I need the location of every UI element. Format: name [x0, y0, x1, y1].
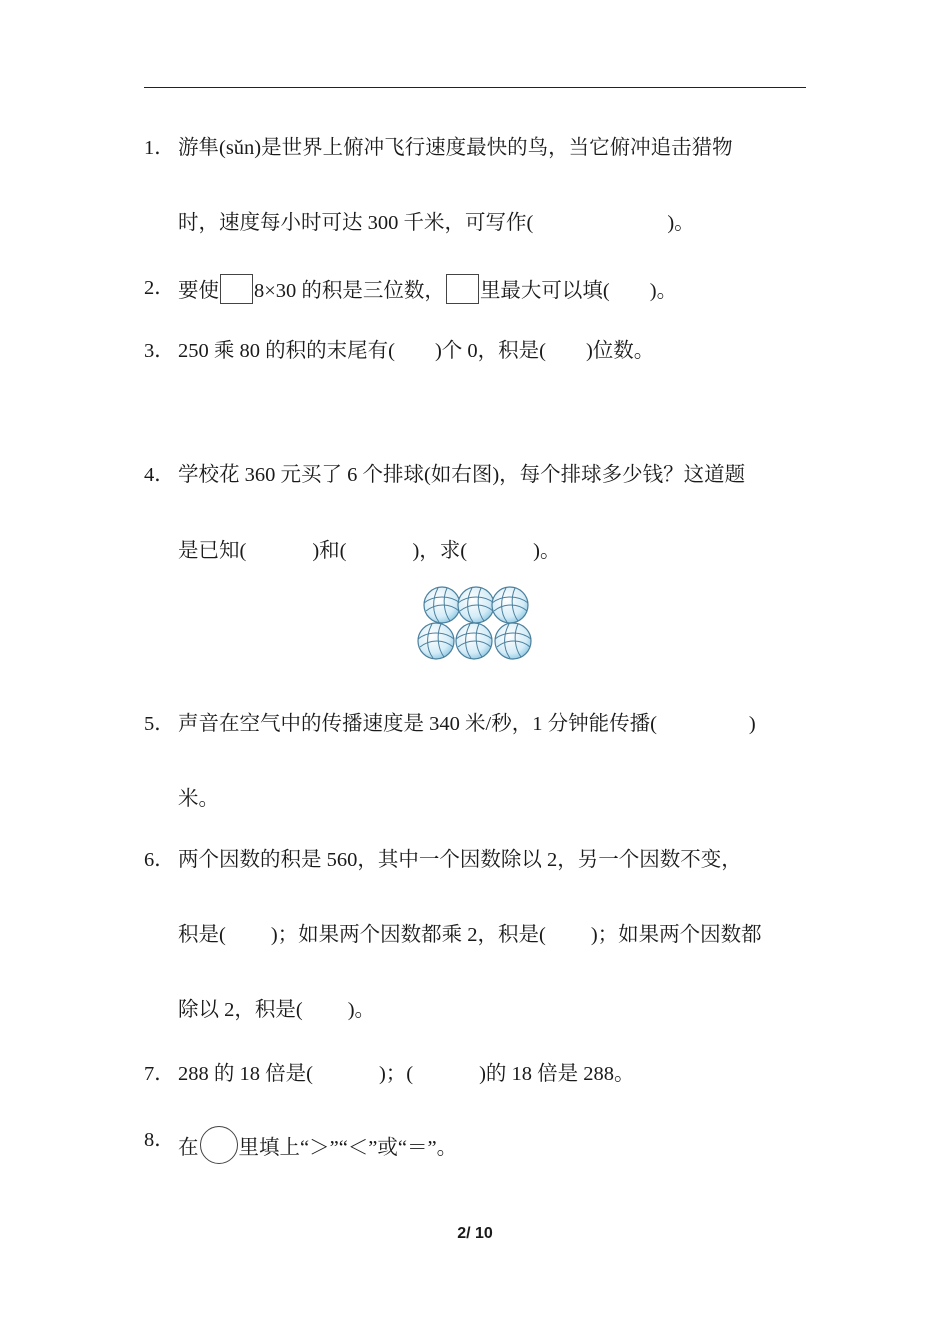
question-text: 米。: [178, 788, 219, 810]
question-text: )个 0，积是(: [434, 340, 546, 362]
question-text: 游隼(sǔn)是世界上俯冲飞行速度最快的鸟，当它俯冲追击猎物: [178, 137, 733, 159]
square-box[interactable]: [220, 274, 253, 304]
question-text: 声音在空气中的传播速度是 340 米/秒，1 分钟能传播(: [178, 713, 657, 735]
question-text: 250 乘 80 的积的末尾有(: [178, 340, 395, 362]
volleyball-icon: [458, 587, 494, 623]
question-text: 除以 2，积是(: [178, 999, 303, 1021]
question-text: )；(: [378, 1063, 414, 1085]
volleyball-icon: [456, 623, 492, 659]
square-box: [446, 274, 479, 304]
question-number: 1．: [144, 137, 175, 159]
question-text: )；如果两个因数都: [590, 924, 762, 946]
volleyball-icon: [424, 587, 460, 623]
question-text: 是已知(: [178, 540, 247, 562]
question-text: )的 18 倍是 288。: [479, 1063, 635, 1085]
volleyball-icon: [495, 623, 531, 659]
page-number: 2/ 10: [457, 1225, 493, 1242]
question-number: 4．: [144, 464, 175, 486]
question-text: 在: [178, 1137, 199, 1159]
question-text: 要使: [178, 280, 219, 302]
question-text: )。: [533, 540, 561, 562]
question-text: )。: [649, 280, 678, 302]
question-number: 3．: [144, 340, 175, 362]
question-text: 积是(: [178, 924, 226, 946]
header-rule: [144, 87, 806, 88]
question-text: )。: [347, 999, 376, 1021]
question-text: )；如果两个因数都乘 2，积是(: [270, 924, 546, 946]
question-number: 2．: [144, 277, 175, 299]
question-text: 学校花 360 元买了 6 个排球(如右图)，每个排球多少钱？这道题: [178, 464, 746, 486]
question-number: 5．: [144, 713, 175, 735]
question-text: 里最大可以填(: [479, 280, 610, 302]
question-text: )，求(: [412, 540, 468, 562]
question-number: 6．: [144, 849, 175, 871]
volleyball-icon: [492, 587, 528, 623]
question-number: 7．: [144, 1063, 175, 1085]
question-text: 里填上“＞”“＜”或“＝”。: [238, 1137, 458, 1159]
question-text: 两个因数的积是 560，其中一个因数除以 2，另一个因数不变，: [178, 849, 742, 871]
question-number: 8．: [144, 1129, 175, 1151]
volleyball-icon: [418, 623, 454, 659]
question-text: 时，速度每小时可达 300 千米，可写作(: [178, 212, 534, 234]
volleyballs-illustration: [414, 585, 536, 663]
question-text: )位数。: [585, 340, 655, 362]
question-text: )。: [667, 212, 695, 234]
question-text: )和(: [312, 540, 347, 562]
question-text: 8×30 的积是三位数，: [254, 280, 445, 302]
circle-box[interactable]: [200, 1126, 238, 1164]
question-text: 288 的 18 倍是(: [178, 1063, 313, 1085]
question-text: ): [748, 713, 756, 735]
